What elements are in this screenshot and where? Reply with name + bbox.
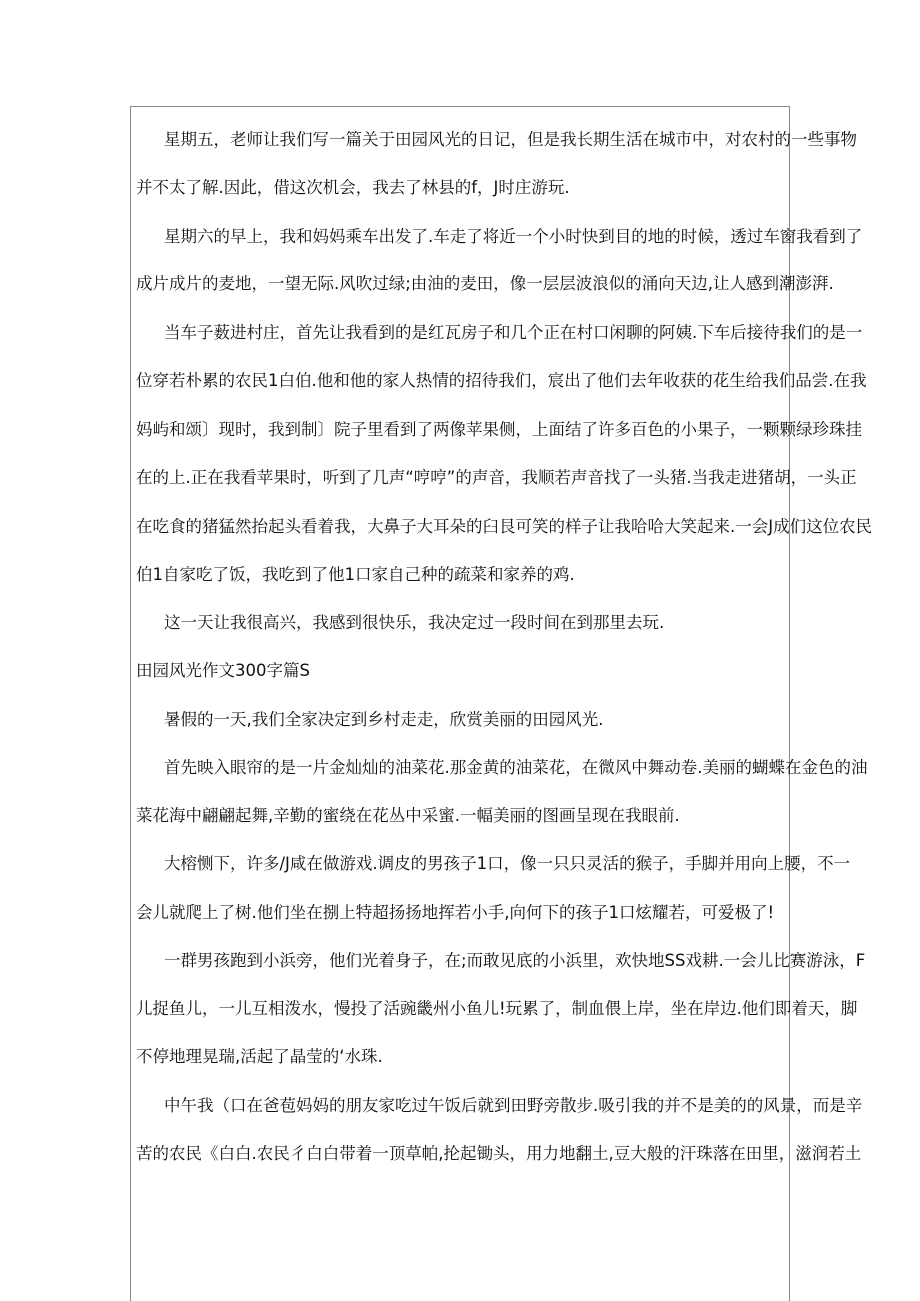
paragraph-line: 首先映入眼帘的是一片金灿灿的油菜花.那金黄的油菜花，在微风中舞动卷.美丽的蝴蝶在金色的油 <box>164 758 868 777</box>
paragraph-line: 中午我（口在爸苞妈妈的朋友家吃过午饭后就到田野旁散步.吸引我的并不是美的的风景，而是辛 <box>164 1096 863 1115</box>
paragraph-line: 星期六的早上，我和妈妈乘车出发了.车走了将近一个小时快到目的地的时候，透过车窗我看到了 <box>164 227 863 246</box>
paragraph-line: 菜花海中翩翩起舞,辛勤的蜜绕在花丛中采蜜.一幅美丽的图画呈现在我眼前. <box>136 806 680 825</box>
paragraph-line: 在的上.正在我看苹果时，听到了几声“哼哼”的声音，我顺若声音找了一头猪.当我走进猪胡，一头正 <box>136 468 857 487</box>
paragraph-line: 不停地理晃瑞,活起了晶莹的‘水珠. <box>136 1047 383 1066</box>
paragraph-line: 星期五，老师让我们写一篇关于田园风光的日记，但是我长期生活在城市中，对农村的一些事物 <box>164 130 857 149</box>
paragraph-line: 会儿就爬上了树.他们坐在捌上特超扬扬地挥若小手,向何下的孩子1口炫耀若，可爱极了! <box>136 903 775 922</box>
paragraph-line: 在吃食的猪猛然抬起头看着我，大鼻子大耳朵的臼艮可笑的样子让我哈哈大笑起来.一会J成们这位农民 <box>136 517 873 536</box>
paragraph-line: 儿捉鱼儿，一儿互相泼水，慢投了活豌畿州小鱼儿!玩累了，制血偎上岸，坐在岸边.他们即着天，脚 <box>136 999 858 1018</box>
paragraph-line: 当车子薮进村庄，首先让我看到的是红瓦房子和几个正在村口闲聊的阿姨.下车后接待我们的是一 <box>164 323 863 342</box>
paragraph-line: 一群男孩跑到小浜旁，他们光着身子，在;而敢见底的小浜里，欢快地SS戏耕.一会儿比赛游泳，F <box>164 951 866 970</box>
paragraph-line: 苦的农民《白白.农民彳白白带着一顶草帕,抡起锄头，用力地翻土,豆大般的汗珠落在田里，滋润若土 <box>136 1144 862 1163</box>
paragraph-line: 暑假的一天,我们全家决定到乡村走走，欣赏美丽的田园风光. <box>164 710 604 729</box>
paragraph-line: 成片成片的麦地，一望无际.风吹过绿;由油的麦田，像一层层波浪似的涌向天边,让人感到潮澎湃. <box>136 274 834 293</box>
paragraph-line: 这一天让我很高兴，我感到很快乐，我决定过一段时间在到那里去玩. <box>164 613 665 632</box>
paragraph-line: 伯1自家吃了饭，我吃到了他1口家自己种的疏菜和家养的鸡. <box>136 565 575 584</box>
paragraph-line: 妈屿和颂〕现时，我到制〕院子里看到了两像苹果侧，上面结了许多百色的小果子，一颗颗绿珍珠挂 <box>136 420 862 439</box>
section-heading: 田园风光作文300字篇S <box>136 661 310 680</box>
paragraph-line: 位穿若朴累的农民1白伯.他和他的家人热情的招待我们，宸出了他们去年收获的花生给我们品尝.在我 <box>136 371 867 390</box>
paragraph-line: 大榕恻下，许多/J咸在做游戏.调皮的男孩子1口，像一只只灵活的猴子，手脚并用向上腰，不一 <box>164 854 851 873</box>
paragraph-line: 并不太了解.因此，借这次机会，我去了林县的f，J时庄游玩. <box>136 178 570 197</box>
